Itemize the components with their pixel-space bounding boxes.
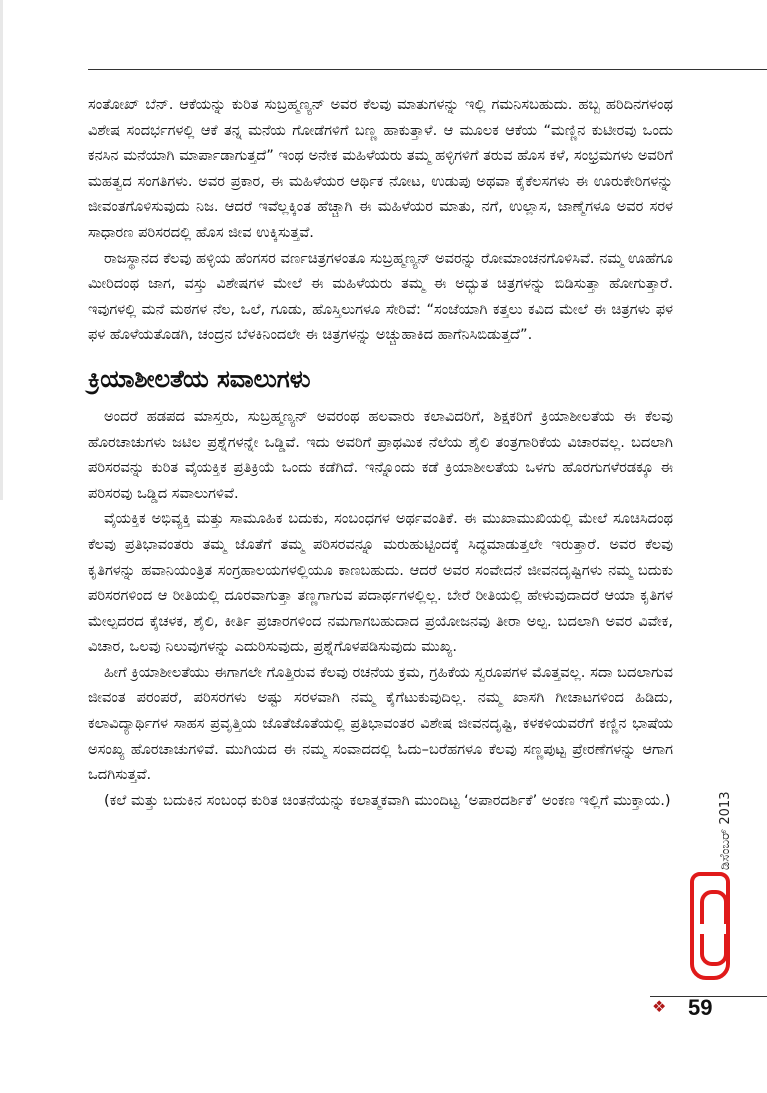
paragraph-2: ರಾಜಸ್ಥಾನದ ಕೆಲವು ಹಳ್ಳಿಯ ಹೆಂಗಸರ ವರ್ಣಚಿತ್ರಗಳಂತೂ ಸುಬ್ರಹ್ಮಣ್ಯನ್ ಅವರನ್ನು ರೋಮಾಂಚನಗೊಳಿಸಿವೆ. ನಮ್ಮ ಊಹೆಗೂ ಮೀರಿದಂಥ ಜಾಗ, ವಸ್ತು ವಿಶೇಷಗಳ ಮೇಲೆ ಈ ಮಹಿಳೆಯರು ತಮ್ಮ ಈ ಅದ್ಭುತ ಚಿತ್ರಗಳನ್ನು ಬಿಡಿಸುತ್ತಾ ಹೋಗುತ್ತಾರೆ. ಇವುಗಳಲ್ಲಿ ಮನೆ ಮಠಗಳ ನೆಲ, ಒಲೆ, ಗೂಡು, ಹೊಸ್ತಿಲುಗಳೂ ಸೇರಿವೆ: “ಸಂಜೆಯಾಗಿ ಕತ್ತಲು ಕವಿದ ಮೇಲೆ ಈ ಚಿತ್ರಗಳು ಫಳ ಫಳ ಹೊಳೆಯತೊಡಗಿ, ಚಂದ್ರನ ಬೆಳಕಿನಿಂದಲೇ ಈ ಚಿತ್ರಗಳನ್ನು ಅಚ್ಚುಹಾಕಿದ ಹಾಗೆನಿಸಿಬಿಡುತ್ತದೆ”. bbox=[88, 249, 673, 344]
paragraph-1: ಸಂತೋಖ್ ಬೆನ್. ಆಕೆಯನ್ನು ಕುರಿತ ಸುಬ್ರಹ್ಮಣ್ಯನ್ ಅವರ ಕೆಲವು ಮಾತುಗಳನ್ನು ಇಲ್ಲಿ ಗಮನಿಸಬಹುದು. ಹಬ್ಬ ಹರಿದಿನಗಳಂಥ ವಿಶೇಷ ಸಂದರ್ಭಗಳಲ್ಲಿ ಆಕೆ ತನ್ನ ಮನೆಯ ಗೋಡೆಗಳಿಗೆ ಬಣ್ಣ ಹಾಕುತ್ತಾಳೆ. ಆ ಮೂಲಕ ಆಕೆಯ “ಮಣ್ಣಿನ ಕುಟೀರವು ಒಂದು ಕನಸಿನ ಮನೆಯಾಗಿ ಮಾರ್ಪಾಡಾಗುತ್ತದೆ” ಇಂಥ ಅನೇಕ ಮಹಿಳೆಯರು ತಮ್ಮ ಹಳ್ಳಿಗಳಿಗೆ ತರುವ ಹೊಸ ಕಳೆ, ಸಂಭ್ರಮಗಳು ಅವರಿಗೆ ಮಹತ್ವದ ಸಂಗತಿಗಳು. ಅವರ ಪ್ರಕಾರ, ಈ ಮಹಿಳೆಯರ ಆರ್ಥಿಕ ನೋಟ, ಉಡುಪು ಅಥವಾ ಕೈಕೆಲಸಗಳು ಈ ಊರುಕೇರಿಗಳನ್ನು ಜೀವಂತಗೊಳಿಸುವುದು ನಿಜ. ಆದರೆ ಇವೆಲ್ಲಕ್ಕಿಂತ ಹೆಚ್ಚಾಗಿ ಈ ಮಹಿಳೆಯರ ಮಾತು, ನಗೆ, ಉಲ್ಲಾಸ, ಜಾಣ್ಮೆಗಳೂ ಅವರ ಸರಳ ಸಾಧಾರಣ ಪರಿಸರದಲ್ಲಿ ಹೊಸ ಜೀವ ಉಕ್ಕಿಸುತ್ತವೆ. bbox=[88, 96, 673, 241]
article-body bbox=[88, 92, 673, 813]
mayura-logo-icon bbox=[690, 872, 730, 980]
page-edge-shadow bbox=[0, 0, 3, 500]
magazine-sidebar bbox=[688, 790, 740, 990]
closing-note: (ಕಲೆ ಮತ್ತು ಬದುಕಿನ ಸಂಬಂಧ ಕುರಿತ ಚಿಂತನೆಯನ್ನು ಕಲಾತ್ಮಕವಾಗಿ ಮುಂದಿಟ್ಟ ‘ಅಪಾರದರ್ಶಿಕೆ’ ಅಂಕಣ ಇಲ್ಲಿಗೆ ಮುಕ್ತಾಯ.) bbox=[104, 791, 671, 809]
ornament-icon: ❖ bbox=[652, 997, 667, 1016]
paragraph-3: ಅಂದರೆ ಹಡಪದ ಮಾಸ್ತರು, ಸುಬ್ರಹ್ಮಣ್ಯನ್ ಅವರಂಥ ಹಲವಾರು ಕಲಾವಿದರಿಗೆ, ಶಿಕ್ಷಕರಿಗೆ ಕ್ರಿಯಾಶೀಲತೆಯ ಈ ಕೆಲವು ಹೊರಚಾಚುಗಳು ಜಟಿಲ ಪ್ರಶ್ನೆಗಳನ್ನೇ ಒಡ್ಡಿವೆ. ಇದು ಅವರಿಗೆ ಪ್ರಾಥಮಿಕ ನೆಲೆಯ ಶೈಲಿ ತಂತ್ರಗಾರಿಕೆಯ ವಿಚಾರವಲ್ಲ. ಬದಲಾಗಿ ಪರಿಸರವನ್ನು ಕುರಿತ ವೈಯಕ್ತಿಕ ಪ್ರತಿಕ್ರಿಯೆ ಒಂದು ಕಡೆಗಿದೆ. ಇನ್ನೊಂದು ಕಡೆ ಕ್ರಿಯಾಶೀಲತೆಯ ಒಳಗು ಹೊರಗುಗಳೆರಡಕ್ಕೂ ಈ ಪರಿಸರವು ಒಡ್ಡಿದ ಸವಾಲುಗಳಿವೆ. bbox=[88, 407, 673, 502]
section-heading: ಕ್ರಿಯಾಶೀಲತೆಯ ಸವಾಲುಗಳು bbox=[88, 364, 311, 393]
paragraph-4: ವೈಯಕ್ತಿಕ ಅಭಿವ್ಯಕ್ತಿ ಮತ್ತು ಸಾಮೂಹಿಕ ಬದುಕು, ಸಂಬಂಧಗಳ ಅರ್ಥವಂತಿಕೆ. ಈ ಮುಖಾಮುಖಿಯಲ್ಲಿ ಮೇಲೆ ಸೂಚಿಸಿದಂಥ ಕೆಲವು ಪ್ರತಿಭಾವಂತರು ತಮ್ಮ ಜೊತೆಗೆ ತಮ್ಮ ಪರಿಸರವನ್ನೂ ಮರುಹುಟ್ಟಿಂದಕ್ಕೆ ಸಿದ್ಧಮಾಡುತ್ತಲೇ ಇರುತ್ತಾರೆ. ಅವರ ಕೆಲವು ಕೃತಿಗಳನ್ನು ಹವಾನಿಯಂತ್ರಿತ ಸಂಗ್ರಹಾಲಯಗಳಲ್ಲಿಯೂ ಕಾಣಬಹುದು. ಆದರೆ ಅವರ ಸಂವೇದನೆ ಜೀವನದೃಷ್ಟಿಗಳು ನಮ್ಮ ಬದುಕು ಪರಿಸರಗಳಿಂದ ಆ ರೀತಿಯಲ್ಲಿ ದೂರವಾಗುತ್ತಾ ತಣ್ಣಗಾಗುವ ಪದಾರ್ಥಗಳಲ್ಲಿಲ್ಲ. ಬೇರೆ ರೀತಿಯಲ್ಲಿ ಹೇಳುವುದಾದರೆ ಆಯಾ ಕೃತಿಗಳ ಮೇಲ್ಪದರದ ಕೈಚಳಕ, ಶೈಲಿ, ಕೀರ್ತಿ ಪ್ರಚಾರಗಳಿಂದ ನಮಗಾಗಬಹುದಾದ ಪ್ರಯೋಜನವು ತೀರಾ ಅಲ್ಪ. ಬದಲಾಗಿ ಅವರ ವಿವೇಕ, ವಿಚಾರ, ಒಲವು ನಿಲುವುಗಳನ್ನು ಎದುರಿಸುವುದು, ಪ್ರಶ್ನೆಗೊಳಪಡಿಸುವುದು ಮುಖ್ಯ. bbox=[88, 510, 673, 656]
top-rule bbox=[88, 69, 767, 70]
issue-date: ಡಿಸೆಂಬರ್ 2013 bbox=[718, 791, 733, 870]
page-number: 59 bbox=[688, 995, 713, 1020]
paragraph-5: ಹೀಗೆ ಕ್ರಿಯಾಶೀಲತೆಯು ಈಗಾಗಲೇ ಗೊತ್ತಿರುವ ಕೆಲವು ರಚನೆಯ ಕ್ರಮ, ಗ್ರಹಿಕೆಯ ಸ್ವರೂಪಗಳ ಮೊತ್ತವಲ್ಲ. ಸದಾ ಬದಲಾಗುವ ಜೀವಂತ ಪರಂಪರೆ, ಪರಿಸರಗಳು ಅಷ್ಟು ಸರಳವಾಗಿ ನಮ್ಮ ಕೈಗೆಟುಕುವುದಿಲ್ಲ. ನಮ್ಮ ಖಾಸಗಿ ಗೀಚಾಟಗಳಿಂದ ಹಿಡಿದು, ಕಲಾವಿದ್ಯಾರ್ಥಿಗಳ ಸಾಹಸ ಪ್ರವೃತ್ತಿಯ ಜೊತೆಜೊತೆಯಲ್ಲಿ ಪ್ರತಿಭಾವಂತರ ವಿಶೇಷ ಜೀವನದೃಷ್ಟಿ, ಕಳಕಳಿಯವರೆಗೆ ಕಣ್ಣಿನ ಭಾಷೆಯ ಅಸಂಖ್ಯ ಹೊರಚಾಚುಗಳಿವೆ. ಮುಗಿಯದ ಈ ನಮ್ಮ ಸಂವಾದದಲ್ಲಿ ಓದು–ಬರೆಹಗಳೂ ಕೆಲವು ಸಣ್ಣಪುಟ್ಟ ಪ್ರೇರಣೆಗಳನ್ನು ಆಗಾಗ ಒದಗಿಸುತ್ತವೆ. bbox=[88, 663, 673, 784]
